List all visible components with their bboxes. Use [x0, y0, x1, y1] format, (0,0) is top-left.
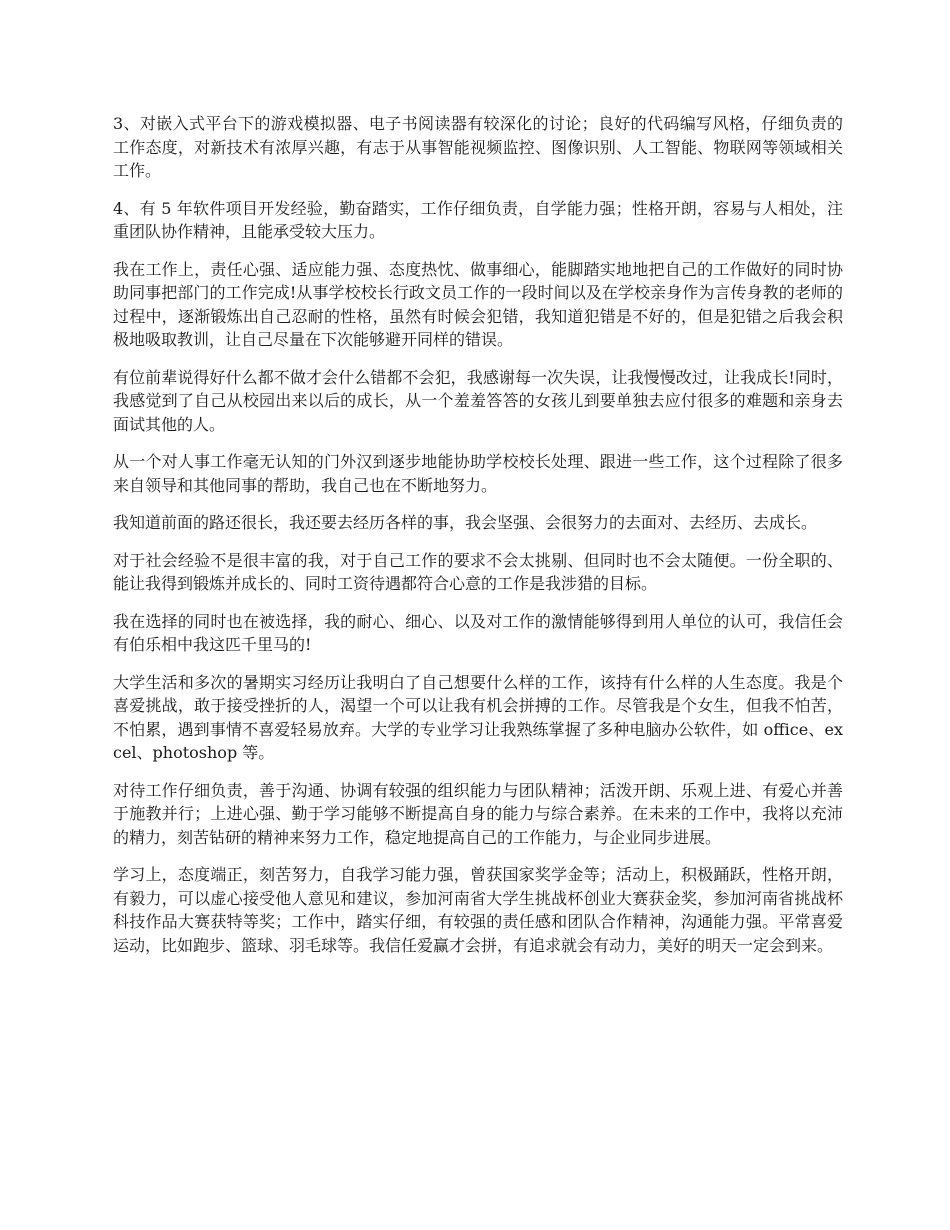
document-body	[113, 112, 843, 971]
paragraph-7: 对于社会经验不是很丰富的我，对于自己工作的要求不会太挑剔、但同时也不会太随便。一份全职的、能让我得到锻炼并成长的、同时工资待遇都符合心意的工作是我涉猎的目标。	[113, 550, 843, 593]
paragraph-4: 有位前辈说得好什么都不做才会什么错都不会犯，我感谢每一次失误，让我慢慢改过，让我成长!同时，我感觉到了自己从校园出来以后的成长，从一个羞羞答答的女孩儿到要单独去应付很多的难题和亲身去面试其他的人。	[113, 367, 843, 434]
paragraph-6: 我知道前面的路还很长，我还要去经历各样的事，我会坚强、会很努力的去面对、去经历、去成长。	[113, 513, 818, 532]
paragraph-3: 我在工作上，责任心强、适应能力强、态度热忱、做事细心，能脚踏实地地把自己的工作做好的同时协助同事把部门的工作完成!从事学校校长行政文员工作的一段时间以及在学校亲身作为言传身教的老师的过程中，逐渐锻炼出自己忍耐的性格，虽然有时候会犯错，我知道犯错是不好的，但是犯错之后我会积极地吸取教训，让自己尽量在下次能够避开同样的错误。	[113, 259, 843, 349]
paragraph-2: 4、有 5 年软件项目开发经验，勤奋踏实，工作仔细负责，自学能力强；性格开朗，容易与人相处，注重团队协作精神，且能承受较大压力。	[113, 198, 843, 241]
paragraph-5: 从一个对人事工作毫无认知的门外汉到逐步地能协助学校校长处理、跟进一些工作，这个过程除了很多来自领导和其他同事的帮助，我自己也在不断地努力。	[113, 452, 843, 495]
paragraph-10: 对待工作仔细负责，善于沟通、协调有较强的组织能力与团队精神；活泼开朗、乐观上进、有爱心并善于施教并行；上进心强、勤于学习能够不断提高自身的能力与综合素养。在未来的工作中，我将以充沛的精力，刻苦钻研的精神来努力工作，稳定地提高自己的工作能力，与企业同步进展。	[113, 780, 843, 847]
paragraph-11: 学习上，态度端正，刻苦努力，自我学习能力强，曾获国家奖学金等；活动上，积极踊跃，性格开朗，有毅力，可以虚心接受他人意见和建议，参加河南省大学生挑战杯创业大赛获金奖，参加河南省挑战杯科技作品大赛获特等奖；工作中，踏实仔细，有较强的责任感和团队合作精神，沟通能力强。平常喜爱运动，比如跑步、篮球、羽毛球等。我信任爱赢才会拼，有追求就会有动力，美好的明天一定会到来。	[113, 865, 843, 955]
paragraph-8: 我在选择的同时也在被选择，我的耐心、细心、以及对工作的激情能够得到用人单位的认可，我信任会有伯乐相中我这匹千里马的!	[113, 611, 843, 654]
paragraph-9: 大学生活和多次的暑期实习经历让我明白了自己想要什么样的工作，该持有什么样的人生态度。我是个喜爱挑战，敢于接受挫折的人，渴望一个可以让我有机会拼搏的工作。尽管我是个女生，但我不怕苦，不怕累，遇到事情不喜爱轻易放弃。大学的专业学习让我熟练掌握了多种电脑办公软件，如 office、excel、photoshop 等。	[113, 672, 843, 762]
paragraph-1: 3、对嵌入式平台下的游戏模拟器、电子书阅读器有较深化的讨论；良好的代码编写风格，仔细负责的工作态度，对新技术有浓厚兴趣，有志于从事智能视频监控、图像识别、人工智能、物联网等领域相关工作。	[113, 114, 843, 180]
